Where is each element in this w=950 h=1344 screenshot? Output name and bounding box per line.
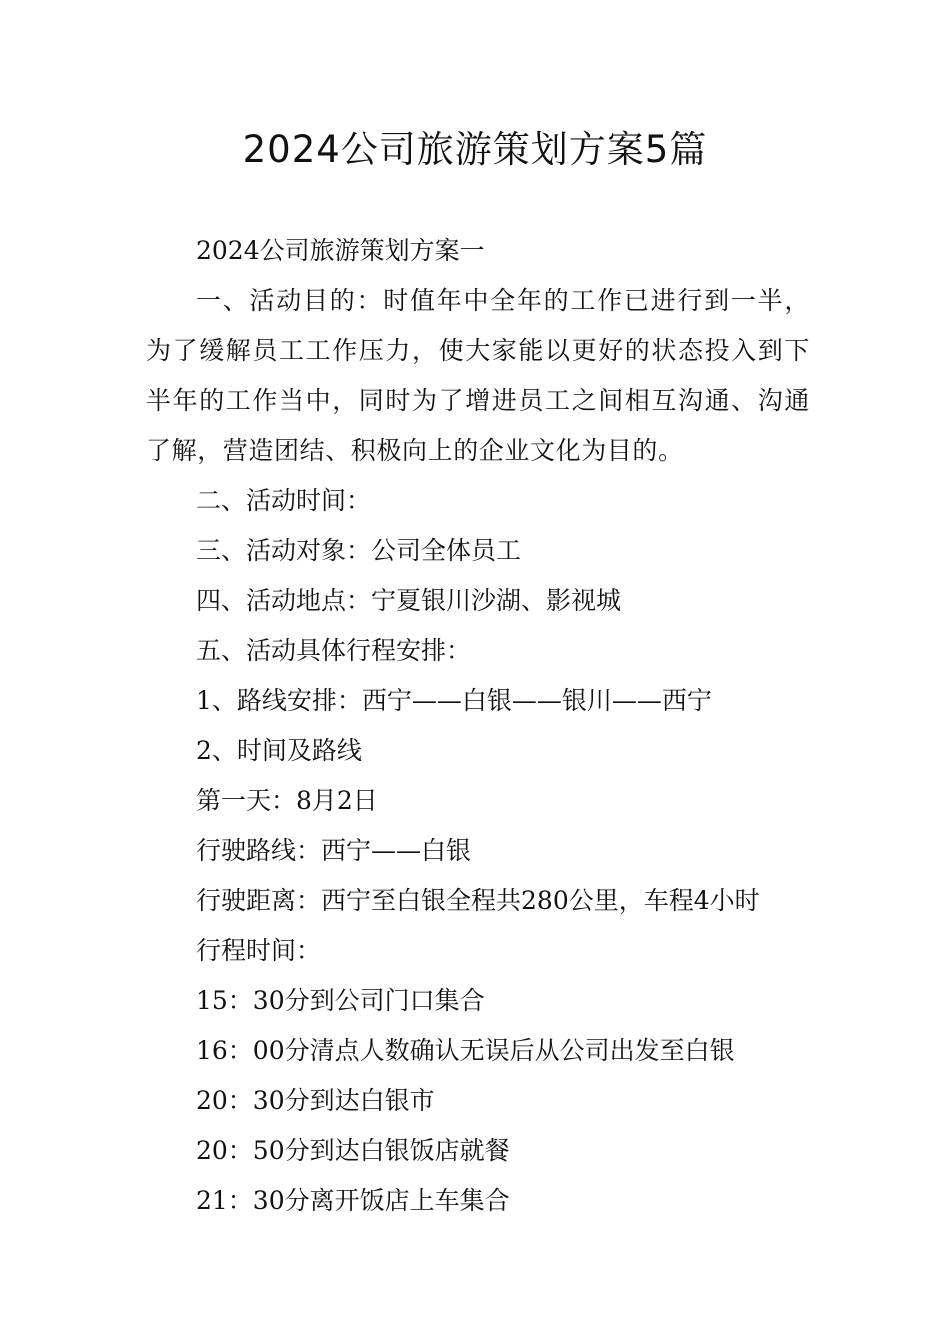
- body-line: 行驶距离：西宁至白银全程共280公里，车程4小时: [196, 886, 760, 915]
- body-line: 1、路线安排：西宁——白银——银川——西宁: [196, 686, 712, 715]
- body-line: 行程时间：: [196, 936, 322, 965]
- body-line: 第一天：8月2日: [196, 786, 378, 815]
- body-line: 20：50分到达白银饭店就餐: [196, 1136, 510, 1165]
- purpose-paragraph: 一、活动目的：时值年中全年的工作已进行到一半，为了缓解员工工作压力，使大家能以更好的状态投入到下半年的工作当中，同时为了增进员工之间相互沟通、沟通了解，营造团结、积极向上的企业文化为目的。: [146, 286, 810, 465]
- body-line: 二、活动时间：: [196, 486, 372, 515]
- document-title: 2024公司旅游策划方案5篇: [242, 128, 708, 171]
- section-heading: 2024公司旅游策划方案一: [196, 236, 485, 265]
- body-line: 三、活动对象：公司全体员工: [196, 536, 522, 565]
- body-line: 16：00分清点人数确认无误后从公司出发至白银: [196, 1036, 735, 1065]
- body-line: 15：30分到公司门口集合: [196, 986, 485, 1015]
- body-line: 五、活动具体行程安排：: [196, 636, 472, 665]
- body-line: 行驶路线：西宁——白银: [196, 836, 472, 865]
- body-line: 2、时间及路线: [196, 736, 362, 765]
- body-line: 20：30分到达白银市: [196, 1086, 435, 1115]
- body-line: 四、活动地点：宁夏银川沙湖、影视城: [196, 586, 622, 615]
- document-body: [146, 226, 810, 1226]
- body-line: 21：30分离开饭店上车集合: [196, 1186, 510, 1215]
